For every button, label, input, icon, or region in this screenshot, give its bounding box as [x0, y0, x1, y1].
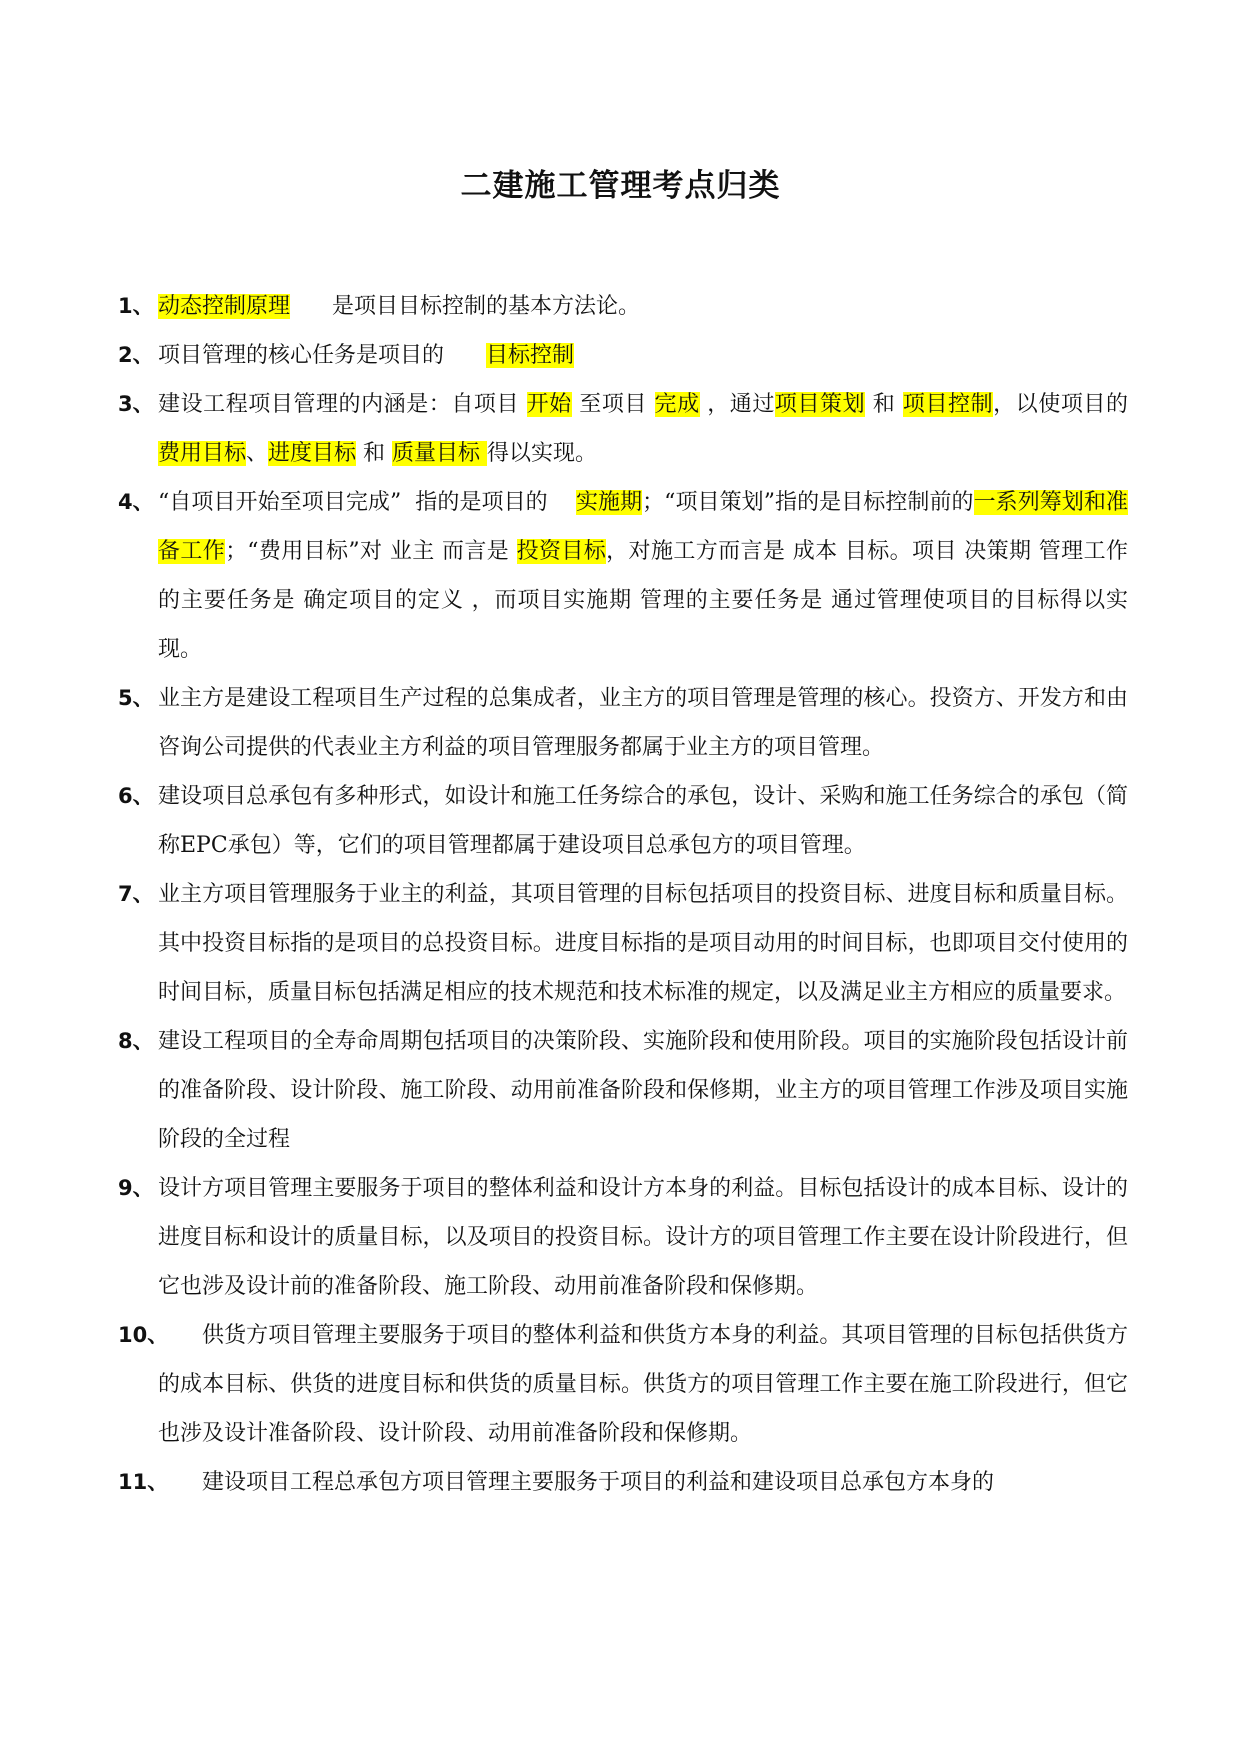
item-text: 设计方项目管理主要服务于项目的整体利益和设计方本身的利益。目标包括设计的成本目标、设计的进度目标和设计的质量目标，以及项目的投资目标。设计方的项目管理工作主要在设计阶段进行，但它也涉及设计前的准备阶段、施工阶段、动用前准备阶段和保修期。 — [158, 1176, 1128, 1299]
highlighted-term: 进度目标 — [268, 441, 357, 466]
item-text: ；“项目策划”指的是目标控制前的 — [642, 490, 974, 515]
highlighted-term: 目标控制 — [485, 343, 574, 368]
highlighted-term: 投资目标 — [516, 539, 607, 564]
list-item — [118, 478, 1128, 674]
list-item — [118, 772, 1128, 870]
highlighted-term: 项目控制 — [902, 392, 994, 417]
highlighted-term: 开始 — [526, 392, 572, 417]
item-number: 8、 — [118, 1029, 154, 1053]
highlighted-term: 实施期 — [575, 490, 643, 515]
list-item — [118, 870, 1128, 1017]
item-number: 11、 — [118, 1470, 169, 1494]
document-title: 二建施工管理考点归类 — [460, 168, 781, 204]
list-item — [118, 1017, 1128, 1164]
item-text: 业主方是建设工程项目生产过程的总集成者，业主方的项目管理是管理的核心。投资方、开发方和由咨询公司提供的代表业主方利益的项目管理服务都属于业主方的项目管理。 — [158, 686, 1128, 760]
item-number: 4、 — [118, 490, 154, 514]
item-text: 建设项目工程总承包方项目管理主要服务于项目的利益和建设项目总承包方本身的 — [202, 1470, 995, 1495]
item-text: 、 — [246, 441, 269, 466]
item-number: 10、 — [118, 1323, 169, 1347]
highlighted-term: 动态控制原理 — [158, 294, 291, 319]
list-item — [118, 380, 1156, 478]
highlighted-term: 质量目标 — [392, 441, 488, 466]
item-number: 2、 — [118, 343, 154, 367]
list-item — [118, 1164, 1128, 1311]
item-list — [118, 282, 1156, 1507]
list-item — [118, 1311, 1128, 1458]
item-text: “自项目开始至项目完成” 指的是项目的 — [158, 490, 576, 515]
item-text: 建设项目总承包有多种形式，如设计和施工任务综合的承包，设计、采购和施工任务综合的承包（简称EPC承包）等，它们的项目管理都属于建设项目总承包方的项目管理。 — [158, 784, 1128, 858]
item-text: ；“费用目标”对 业主 而言是 — [225, 539, 517, 564]
highlighted-term: 完成 — [654, 392, 700, 417]
item-number: 3、 — [118, 392, 154, 416]
item-text: ，对施工方而言是 成本 目标。项目 决策期 管理工作的主要任务是 确定项目的定义 ，而项目实施期 管理的主要任务是 通过管理使项目的目标得以实现。 — [158, 539, 1128, 662]
item-text: 是项目目标控制的基本方法论。 — [290, 294, 640, 319]
item-text: 项目管理的核心任务是项目的 — [158, 343, 486, 368]
highlighted-term: 费用目标 — [158, 441, 247, 466]
highlighted-term: 一系列筹划和准备工作 — [158, 490, 1128, 564]
item-text: ，以使项目的 — [993, 392, 1156, 417]
item-number: 7、 — [118, 882, 154, 906]
item-text: 和 — [356, 441, 393, 466]
item-text: 得以实现。 — [487, 441, 598, 466]
item-text: 至项目 — [571, 392, 655, 417]
list-item — [118, 282, 1128, 331]
item-number: 6、 — [118, 784, 154, 808]
item-number: 1、 — [118, 294, 154, 318]
list-item — [118, 1458, 1128, 1507]
item-text: 建设工程项目的全寿命周期包括项目的决策阶段、实施阶段和使用阶段。项目的实施阶段包括设计前的准备阶段、设计阶段、施工阶段、动用前准备阶段和保修期，业主方的项目管理工作涉及项目实施阶段的全过程 — [158, 1029, 1128, 1152]
item-text: 业主方项目管理服务于业主的利益，其项目管理的目标包括项目的投资目标、进度目标和质量目标。其中投资目标指的是项目的总投资目标。进度目标指的是项目动用的时间目标，也即项目交付使用的时间目标，质量目标包括满足相应的技术规范和技术标准的规定，以及满足业主方相应的质量要求。 — [158, 882, 1128, 1005]
item-number: 9、 — [118, 1176, 154, 1200]
list-item — [118, 674, 1128, 772]
item-text: 供货方项目管理主要服务于项目的整体利益和供货方本身的利益。其项目管理的目标包括供货方的成本目标、供货的进度目标和供货的质量目标。供货方的项目管理工作主要在施工阶段进行，但它也涉及设计准备阶段、设计阶段、动用前准备阶段和保修期。 — [158, 1323, 1128, 1446]
highlighted-term: 项目策划 — [774, 392, 866, 417]
item-text: 和 — [865, 392, 903, 417]
item-text: ，通过 — [699, 392, 775, 417]
item-number: 5、 — [118, 686, 154, 710]
list-item — [118, 331, 1128, 380]
item-text: 建设工程项目管理的内涵是：自项目 — [158, 392, 527, 417]
